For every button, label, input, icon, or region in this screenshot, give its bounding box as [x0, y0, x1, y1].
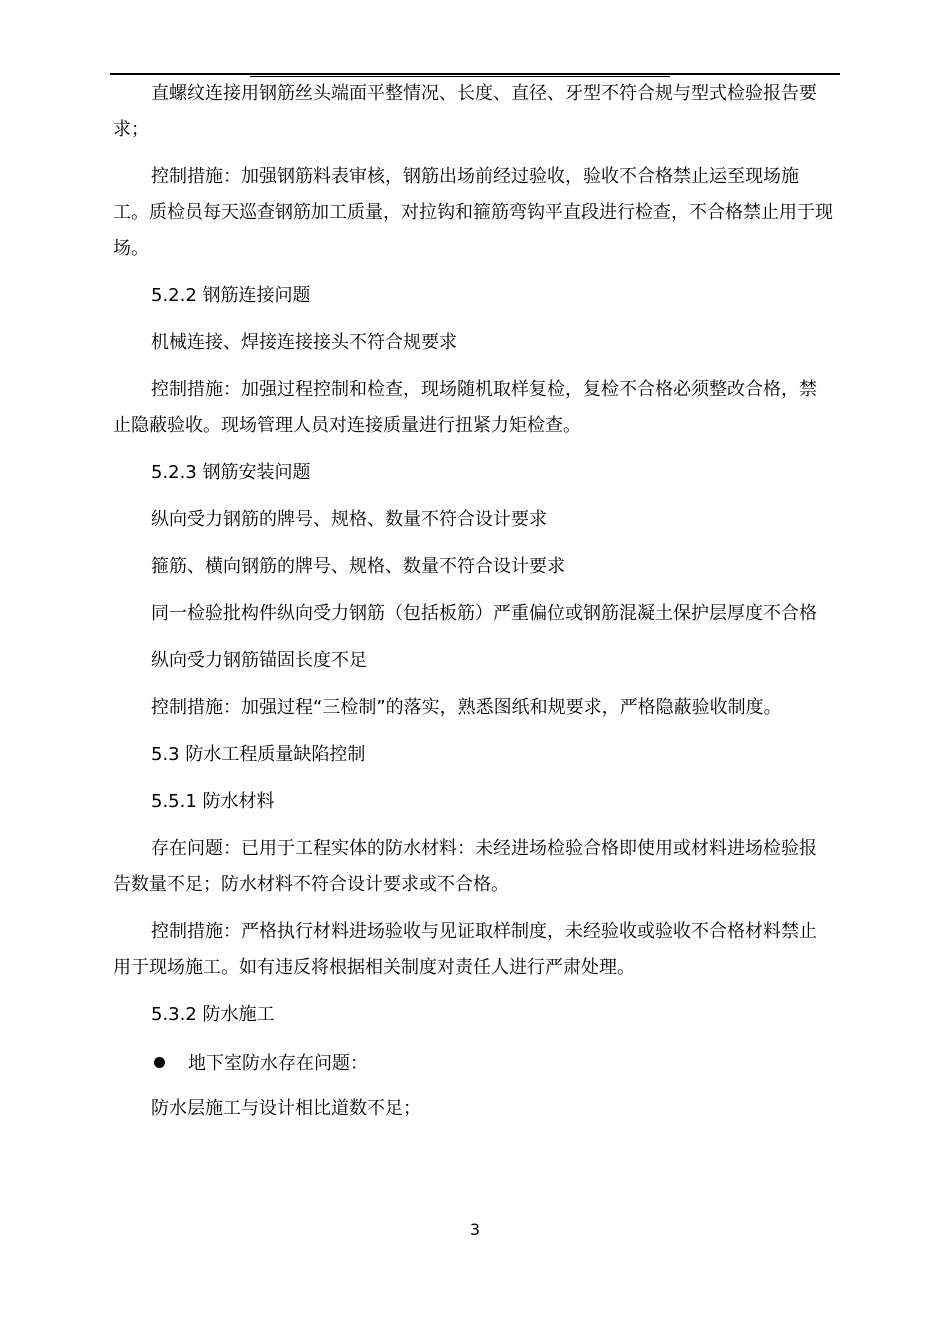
- section-heading-waterproofing: 5.3 防水工程质量缺陷控制: [151, 744, 366, 765]
- paragraph-connection-issue: 机械连接、焊接连接接头不符合规要求: [151, 332, 457, 353]
- paragraph-control-measures-material: 控制措施：严格执行材料进场验收与见证取样制度，未经验收或验收不合格材料禁止用于现场施工。如有违反将根据相关制度对责任人进行严肃处理。: [113, 921, 817, 978]
- section-heading-rebar-installation: 5.2.3 钢筋安装问题: [151, 462, 311, 483]
- page-number: 3: [469, 1220, 481, 1239]
- header-rule: [110, 73, 840, 75]
- paragraph-material-issue: 存在问题：已用于工程实体的防水材料：未经进场检验合格即使用或材料进场检验报告数量不足；防水材料不符合设计要求或不合格。: [113, 838, 817, 895]
- paragraph-rebar-offset: 同一检验批构件纵向受力钢筋（包括板筋）严重偏位或钢筋混凝土保护层厚度不合格: [151, 603, 817, 624]
- paragraph-thread-spec: 直螺纹连接用钢筋丝头端面平整情况、长度、直径、牙型不符合规与型式检验报告要求；: [113, 83, 817, 140]
- bullet-list-item: [113, 1044, 833, 1080]
- bullet-item-text: 地下室防水存在问题：: [188, 1053, 368, 1074]
- document-body: [113, 76, 833, 1138]
- paragraph-control-measures-connection: 控制措施：加强过程控制和检查，现场随机取样复检，复检不合格必须整改合格，禁止隐蔽验收。现场管理人员对连接质量进行扭紧力矩检查。: [113, 379, 817, 436]
- paragraph-layer-count: 防水层施工与设计相比道数不足；: [151, 1098, 421, 1119]
- section-heading-rebar-connection: 5.2.2 钢筋连接问题: [151, 285, 311, 306]
- section-heading-waterproof-material: 5.5.1 防水材料: [151, 791, 275, 812]
- paragraph-longitudinal-rebar-spec: 纵向受力钢筋的牌号、规格、数量不符合设计要求: [151, 509, 547, 530]
- paragraph-control-measures-processing: 控制措施：加强钢筋料表审核，钢筋出场前经过验收，验收不合格禁止运至现场施工。质检员每天巡查钢筋加工质量，对拉钩和箍筋弯钩平直段进行检查，不合格禁止用于现场。: [113, 166, 833, 259]
- paragraph-stirrup-spec: 箍筋、横向钢筋的牌号、规格、数量不符合设计要求: [151, 556, 565, 577]
- bullet-dot-icon: [154, 1057, 165, 1068]
- paragraph-anchorage-length: 纵向受力钢筋锚固长度不足: [151, 650, 367, 671]
- paragraph-control-measures-installation: 控制措施：加强过程“三检制”的落实，熟悉图纸和规要求，严格隐蔽验收制度。: [151, 697, 782, 718]
- section-heading-waterproof-construction: 5.3.2 防水施工: [151, 1004, 275, 1025]
